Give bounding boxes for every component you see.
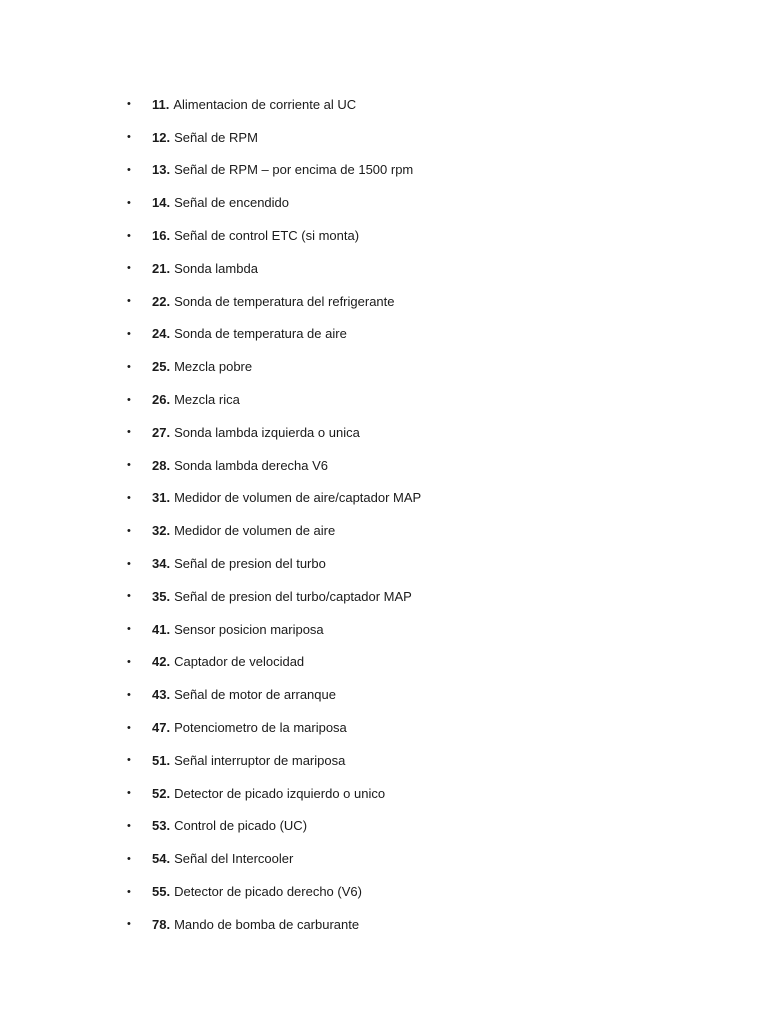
bullet-icon: • [127,360,131,373]
list-item [127,777,421,810]
bullet-icon: • [127,885,131,898]
code-number: 35. [152,588,171,604]
code-description: Sonda de temperatura de aire [174,326,347,342]
code-number: 54. [152,851,171,867]
code-number: 55. [152,884,171,900]
code-description: Sonda lambda [174,260,258,276]
list-item [127,678,421,711]
code-description: Sonda lambda derecha V6 [174,457,329,473]
code-description: Señal de presion del turbo [174,556,326,572]
code-description: Señal de motor de arranque [174,687,336,703]
list-item [127,186,421,219]
bullet-icon: • [127,590,131,603]
bullet-icon: • [127,688,131,701]
bullet-icon: • [127,819,131,832]
bullet-icon: • [127,721,131,734]
list-item [127,482,421,515]
bullet-icon: • [127,459,131,472]
code-description: Medidor de volumen de aire [174,523,336,539]
bullet-icon: • [127,787,131,800]
code-description: Sonda de temperatura del refrigerante [174,293,395,309]
code-number: 52. [152,785,171,801]
code-number: 32. [152,523,171,539]
bullet-icon: • [127,229,131,242]
list-item [127,580,421,613]
code-number: 41. [152,621,171,637]
code-description: Potenciometro de la mariposa [174,720,347,736]
bullet-icon: • [127,754,131,767]
code-description: Mando de bomba de carburante [174,916,360,932]
code-number: 51. [152,752,171,768]
code-description: Mezcla pobre [174,359,253,375]
list-item [127,744,421,777]
list-item [127,416,421,449]
code-number: 43. [152,687,171,703]
code-number: 31. [152,490,171,506]
code-description: Señal de RPM [174,129,258,145]
code-description: Sensor posicion mariposa [174,621,324,637]
code-description: Control de picado (UC) [174,818,308,834]
list-item [127,318,421,351]
list-item [127,711,421,744]
list-item [127,219,421,252]
code-number: 14. [152,195,171,211]
list-item [127,514,421,547]
list-item [127,154,421,187]
code-description: Señal de control ETC (si monta) [174,228,360,244]
code-number: 16. [152,228,171,244]
code-description: Señal de encendido [174,195,290,211]
bullet-icon: • [127,196,131,209]
code-description: Alimentacion de corriente al UC [173,96,357,112]
bullet-icon: • [127,262,131,275]
bullet-icon: • [127,426,131,439]
code-description: Medidor de volumen de aire/captador MAP [174,490,422,506]
list-item [127,646,421,679]
bullet-icon: • [127,557,131,570]
list-item [127,350,421,383]
bullet-icon: • [127,393,131,406]
list-item [127,842,421,875]
list-item [127,383,421,416]
code-number: 25. [152,359,171,375]
bullet-icon: • [127,524,131,537]
code-description: Sonda lambda izquierda o unica [174,424,360,440]
list-item [127,613,421,646]
bullet-icon: • [127,623,131,636]
code-description: Detector de picado derecho (V6) [174,884,362,900]
code-description: Señal del Intercooler [174,851,294,867]
list-item [127,88,421,121]
code-number: 12. [152,129,171,145]
bullet-icon: • [127,918,131,931]
code-number: 34. [152,556,171,572]
list-item [127,449,421,482]
bullet-icon: • [127,327,131,340]
code-description: Detector de picado izquierdo o unico [174,785,386,801]
bullet-icon: • [127,98,131,111]
code-description: Captador de velocidad [174,654,305,670]
list-item [127,810,421,843]
list-item [127,285,421,318]
fault-code-list [127,88,421,941]
bullet-icon: • [127,295,131,308]
bullet-icon: • [127,852,131,865]
code-number: 53. [152,818,171,834]
code-number: 28. [152,457,171,473]
code-number: 47. [152,720,171,736]
code-description: Señal interruptor de mariposa [174,752,346,768]
code-description: Mezcla rica [174,392,240,408]
list-item [127,121,421,154]
bullet-icon: • [127,655,131,668]
list-item [127,908,421,941]
code-description: Señal de presion del turbo/captador MAP [174,588,412,604]
code-number: 11. [152,96,170,112]
code-number: 42. [152,654,171,670]
code-number: 27. [152,424,171,440]
list-item [127,547,421,580]
bullet-icon: • [127,491,131,504]
code-description: Señal de RPM – por encima de 1500 rpm [174,162,414,178]
code-number: 13. [152,162,171,178]
bullet-icon: • [127,163,131,176]
list-item [127,252,421,285]
code-number: 24. [152,326,171,342]
code-number: 78. [152,916,171,932]
code-number: 21. [152,260,171,276]
list-item [127,875,421,908]
code-number: 22. [152,293,171,309]
bullet-icon: • [127,131,131,144]
code-number: 26. [152,392,171,408]
